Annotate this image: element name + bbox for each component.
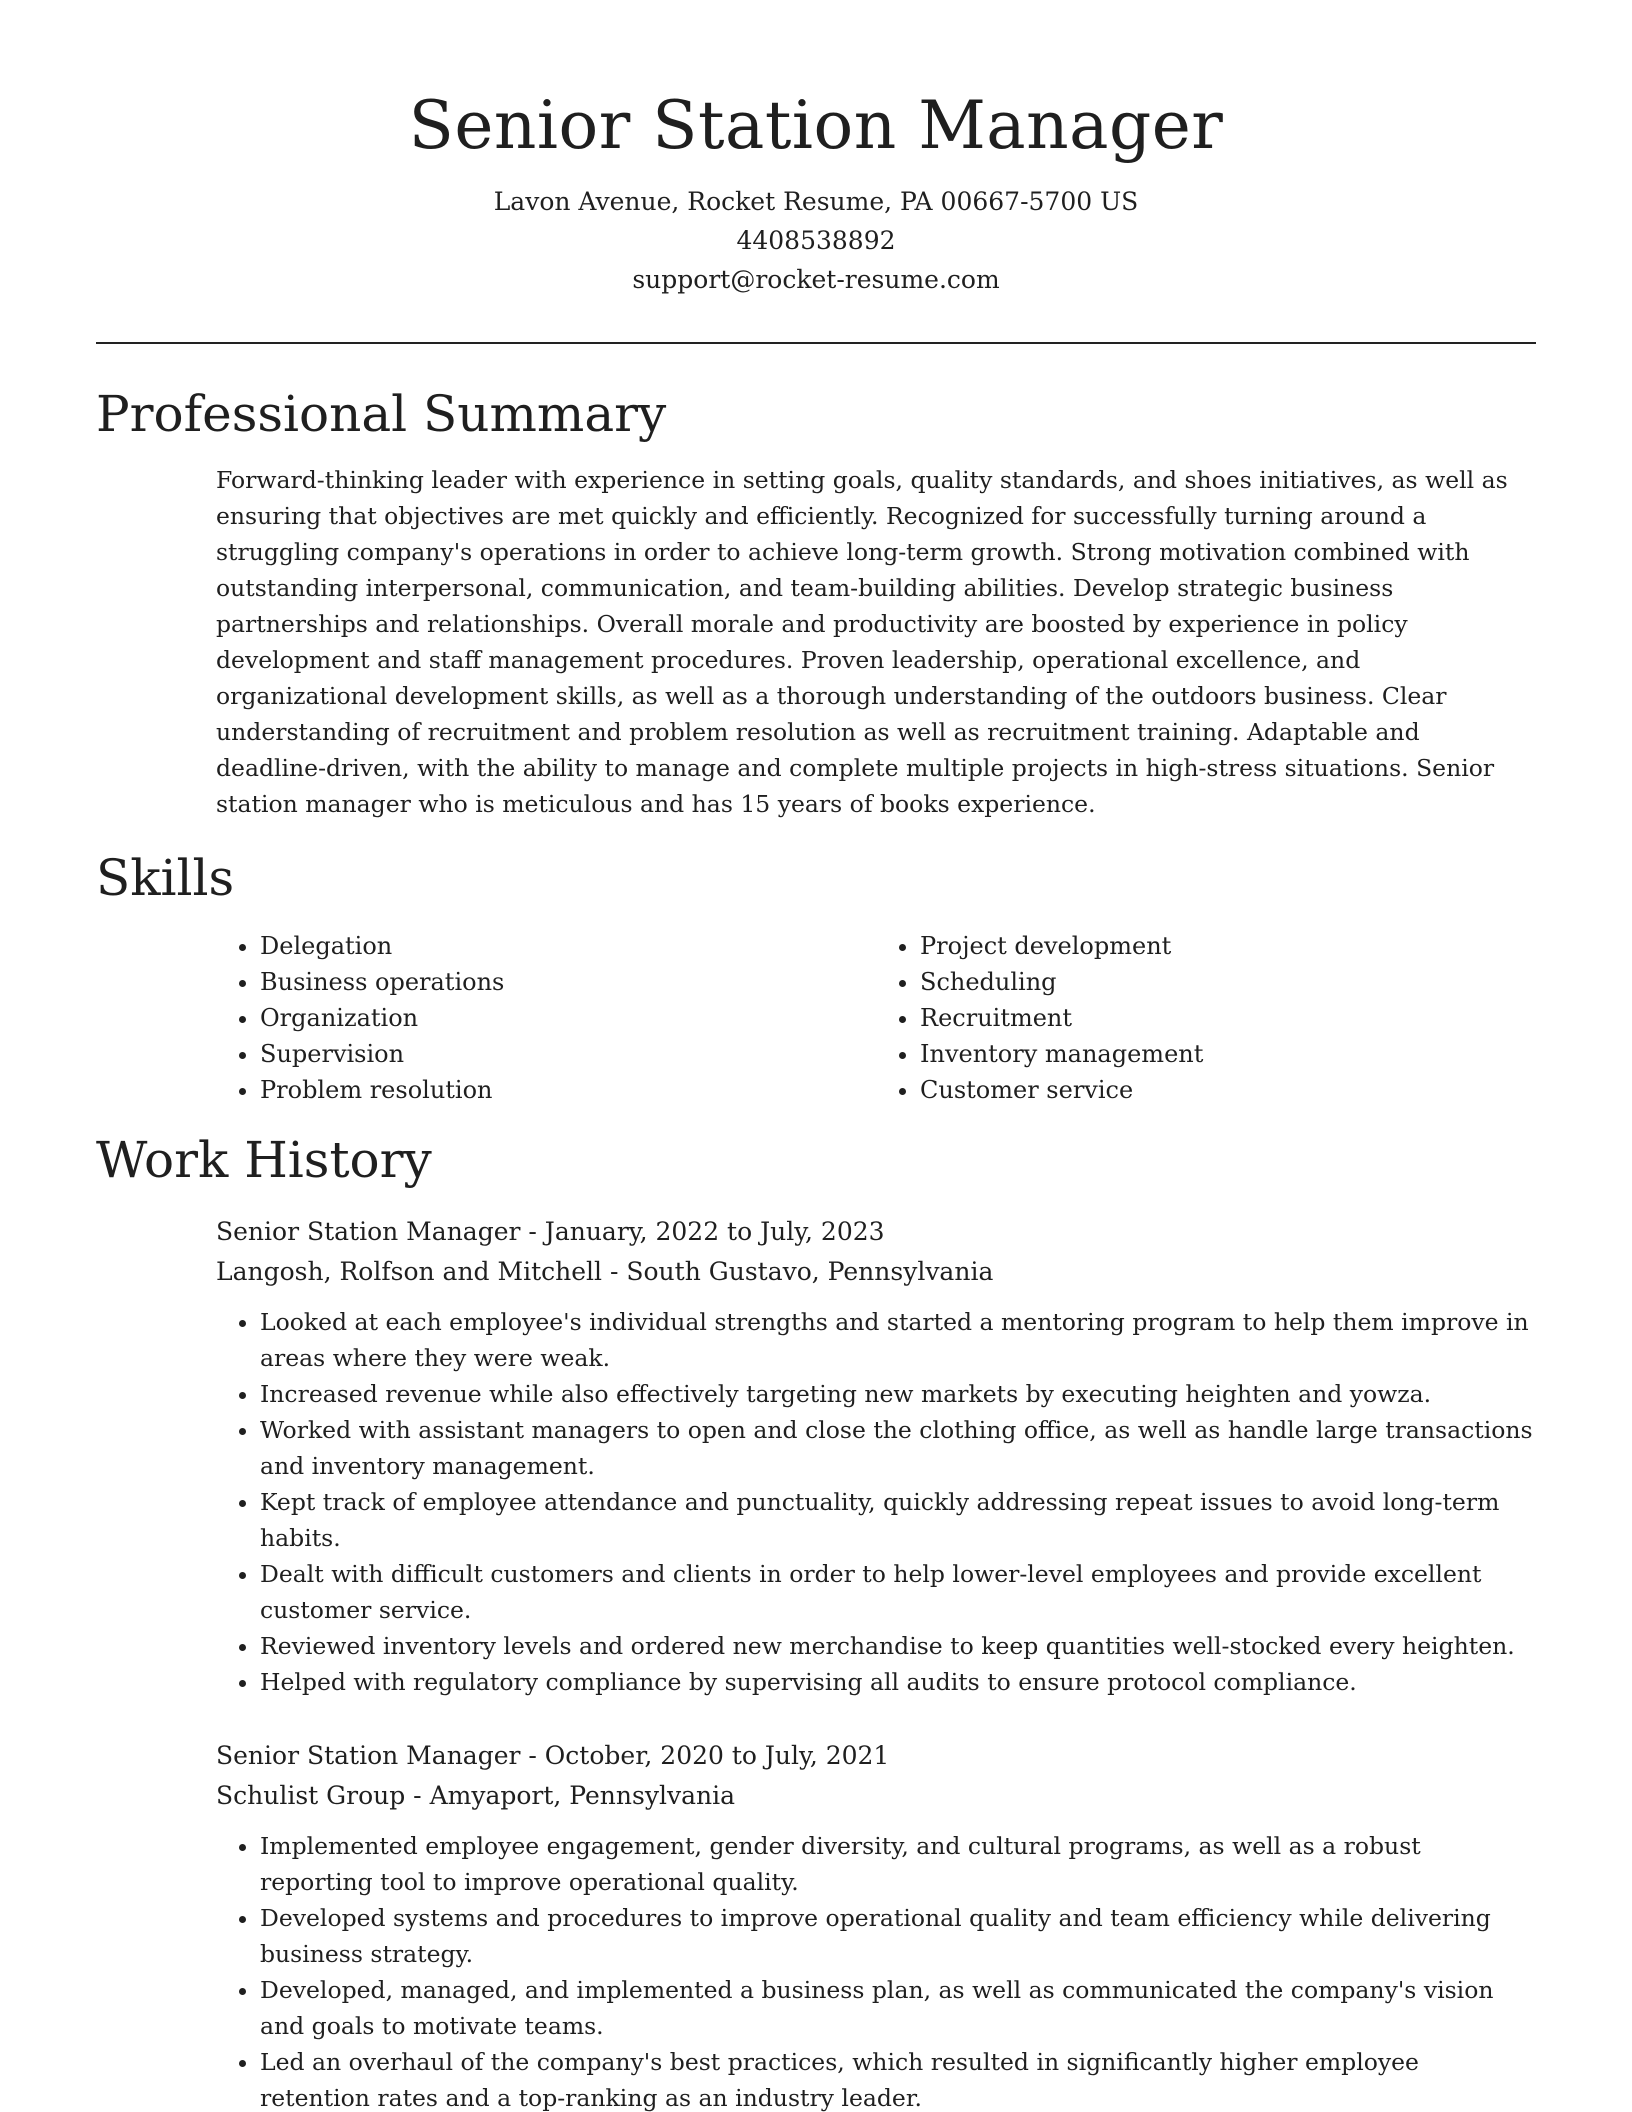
list-item: • Problem resolution xyxy=(260,1072,876,1108)
job-location: Amyaport, Pennsylvania xyxy=(429,1781,735,1810)
job-bullets xyxy=(216,1304,1536,1700)
resume-header xyxy=(0,80,1632,299)
job-dates: October, 2020 to July, 2021 xyxy=(544,1741,890,1770)
candidate-name: Senior Station Manager xyxy=(408,87,1224,164)
job-location: South Gustavo, Pennsylvania xyxy=(626,1257,994,1286)
job-title-line: Senior Station Manager - January, 2022 to July, 2023 xyxy=(216,1217,885,1246)
section-title-work-history: Work History xyxy=(96,1131,432,1189)
list-item: • Helped with regulatory compliance by supervising all audits to ensure protocol compliance. xyxy=(260,1664,1536,1700)
job-company: Schulist Group xyxy=(216,1781,406,1810)
list-item: • Business operations xyxy=(260,964,876,1000)
summary-text: Forward-thinking leader with experience in setting goals, quality standards, and shoes initiatives, as well as ensuring that objectives are met quickly and efficiently. Recognized for successfully turning around a struggling company's operations in order to achieve long-term growth. Strong motivation combined with outstanding interpersonal, communication, and team-building abilities. Develop strategic business partnerships and relationships. Overall morale and productivity are boosted by experience in policy development and staff management procedures. Proven leadership, operational excellence, and organizational development skills, as well as a thorough understanding of the outdoors business. Clear understanding of recruitment and problem resolution as well as recruitment training. Adaptable and deadline-driven, with the ability to manage and complete multiple projects in high-stress situations. Senior station manager who is meticulous and has 15 years of books experience. xyxy=(216,466,1508,818)
list-item: • Developed systems and procedures to improve operational quality and team efficiency while delivering business strategy. xyxy=(260,1900,1536,1972)
job-entry xyxy=(216,1212,1536,1700)
list-item: • Developed, managed, and implemented a business plan, as well as communicated the company's vision and goals to motivate teams. xyxy=(260,1972,1536,2044)
list-item: • Project development xyxy=(920,928,1536,964)
job-bullets xyxy=(216,1828,1536,2112)
job-title-line: Senior Station Manager - October, 2020 to July, 2021 xyxy=(216,1741,890,1770)
job-dates: January, 2022 to July, 2023 xyxy=(544,1217,885,1246)
contact-info xyxy=(0,182,1632,299)
section-title-skills: Skills xyxy=(96,849,235,907)
contact-phone: 4408538892 xyxy=(736,226,896,255)
list-item: • Dealt with difficult customers and clients in order to help lower-level employees and provide excellent customer service. xyxy=(260,1556,1536,1628)
list-item: • Customer service xyxy=(920,1072,1536,1108)
list-item: • Delegation xyxy=(260,928,876,964)
list-item: • Organization xyxy=(260,1000,876,1036)
header-divider xyxy=(96,342,1536,344)
skills-column-right xyxy=(876,928,1536,1108)
list-item: • Increased revenue while also effectively targeting new markets by executing heighten and yowza. xyxy=(260,1376,1536,1412)
list-item: • Led an overhaul of the company's best practices, which resulted in significantly higher employee retention rates and a top-ranking as an industry leader. xyxy=(260,2044,1536,2112)
list-item: • Inventory management xyxy=(920,1036,1536,1072)
list-item: • Worked with assistant managers to open and close the clothing office, as well as handle large transactions and inventory management. xyxy=(260,1412,1536,1484)
job-title: Senior Station Manager xyxy=(216,1217,521,1246)
job-entry xyxy=(216,1736,1536,2112)
list-item: • Implemented employee engagement, gender diversity, and cultural programs, as well as a robust reporting tool to improve operational quality. xyxy=(260,1828,1536,1900)
skills-list xyxy=(216,928,1536,1108)
contact-address: Lavon Avenue, Rocket Resume, PA 00667-5700 US xyxy=(493,187,1139,216)
section-title-summary: Professional Summary xyxy=(96,385,667,443)
job-company: Langosh, Rolfson and Mitchell xyxy=(216,1257,603,1286)
job-title: Senior Station Manager xyxy=(216,1741,521,1770)
list-item: • Recruitment xyxy=(920,1000,1536,1036)
list-item: • Scheduling xyxy=(920,964,1536,1000)
list-item: • Looked at each employee's individual strengths and started a mentoring program to help them improve in areas where they were weak. xyxy=(260,1304,1536,1376)
list-item: • Supervision xyxy=(260,1036,876,1072)
list-item: • Kept track of employee attendance and punctuality, quickly addressing repeat issues to avoid long-term habits. xyxy=(260,1484,1536,1556)
job-company-line: Schulist Group - Amyaport, Pennsylvania xyxy=(216,1781,735,1810)
job-company-line: Langosh, Rolfson and Mitchell - South Gustavo, Pennsylvania xyxy=(216,1257,994,1286)
skills-column-left xyxy=(216,928,876,1108)
contact-email: support@rocket-resume.com xyxy=(632,265,1000,294)
list-item: • Reviewed inventory levels and ordered new merchandise to keep quantities well-stocked every heighten. xyxy=(260,1628,1536,1664)
